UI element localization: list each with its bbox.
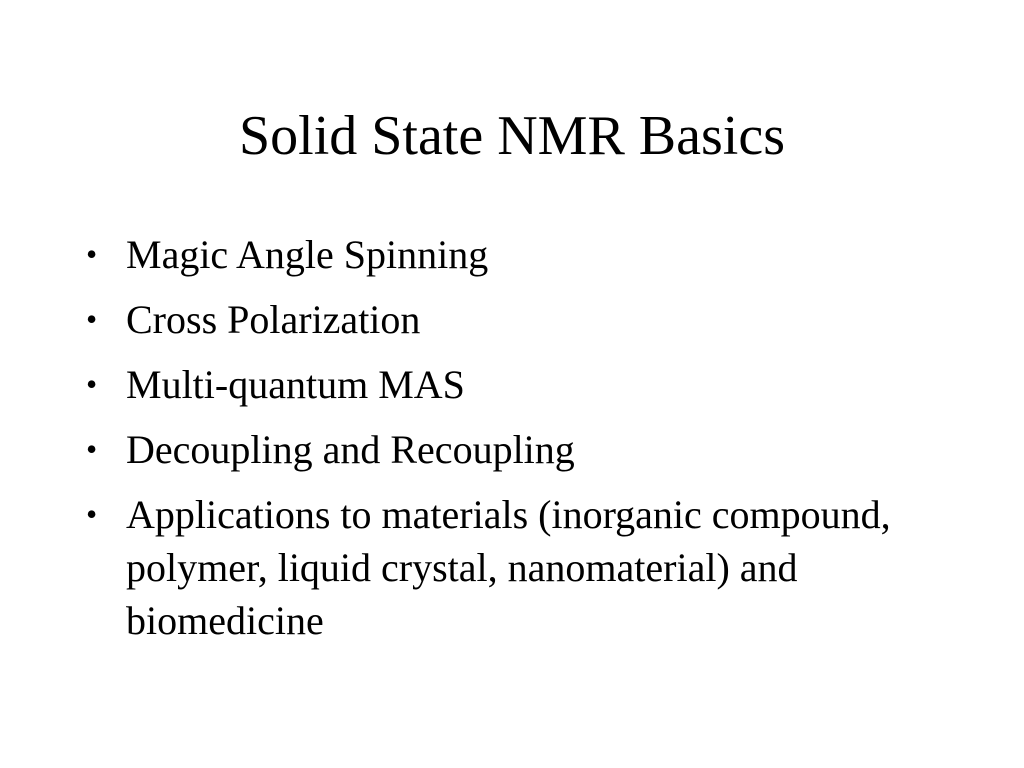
bullet-icon: • xyxy=(86,366,98,402)
bullet-item xyxy=(84,423,944,476)
bullet-text: Multi-quantum MAS xyxy=(126,362,465,407)
bullet-icon: • xyxy=(86,431,98,467)
bullet-icon: • xyxy=(86,301,98,337)
bullet-list xyxy=(84,228,944,647)
bullet-item xyxy=(84,488,944,647)
bullet-text: Magic Angle Spinning xyxy=(126,232,489,277)
bullet-item xyxy=(84,228,944,281)
bullet-text: Decoupling and Recoupling xyxy=(126,427,575,472)
bullet-item xyxy=(84,358,944,411)
bullet-text: Applications to materials (inorganic compound, polymer, liquid crystal, nanomaterial) and biomedicine xyxy=(126,492,891,643)
bullet-text: Cross Polarization xyxy=(126,297,421,342)
bullet-icon: • xyxy=(86,496,98,532)
slide-title: Solid State NMR Basics xyxy=(238,105,786,167)
bullet-icon: • xyxy=(86,236,98,272)
bullet-item xyxy=(84,293,944,346)
